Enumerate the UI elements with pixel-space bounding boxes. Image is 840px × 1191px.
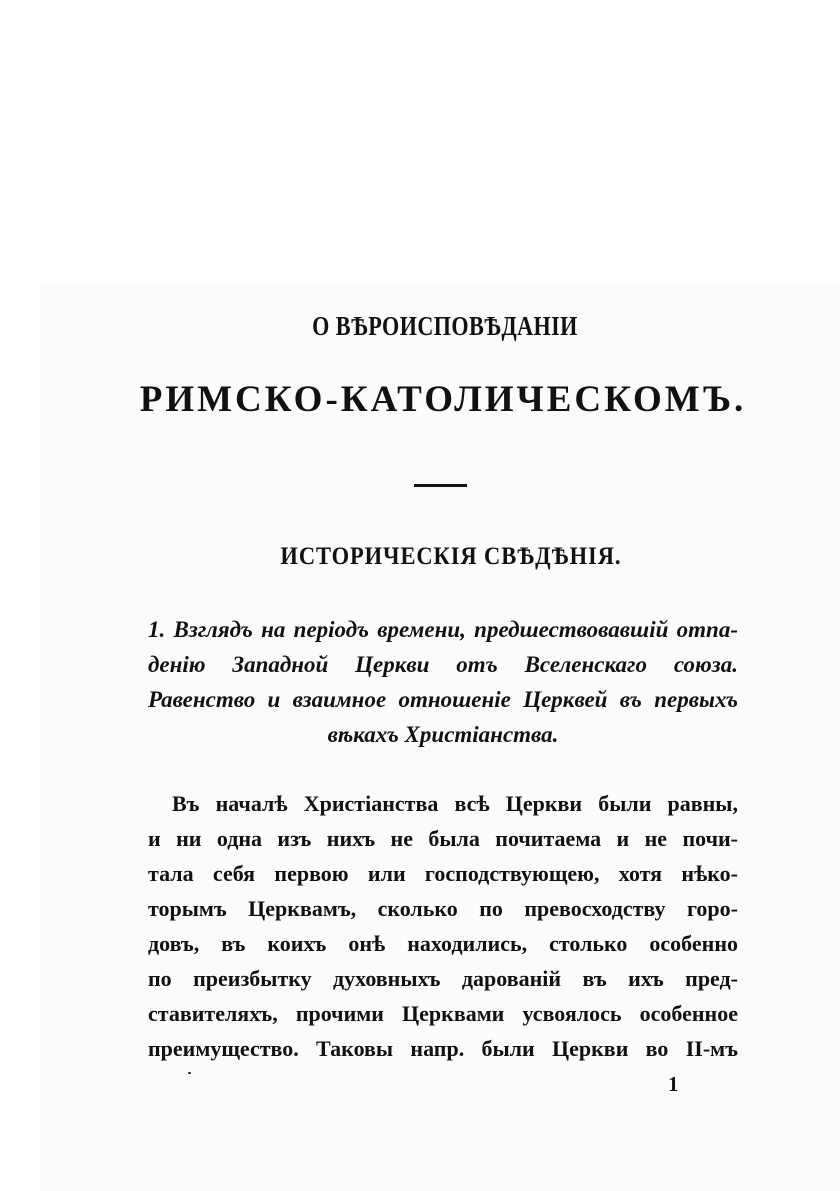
- body-line: ставителяхъ, прочими Церквами усвоялось особенное: [148, 1001, 738, 1026]
- body-line: Въ началѣ Христіанства всѣ Церкви были равны,: [172, 791, 738, 816]
- body-line: по преизбытку духовныхъ дарованій въ ихъ пред-: [148, 966, 738, 991]
- summary-line: 1. Взглядъ на періодъ времени, предшествовавшій отпа-: [148, 617, 738, 642]
- body-line: преимущество. Таковы напр. были Церкви во II-мъ: [148, 1036, 738, 1061]
- title-line-2: РИМСКО-КАТОЛИЧЕСКОМЪ.: [139, 379, 747, 420]
- title-divider: [414, 484, 467, 487]
- page-number: 1: [668, 1072, 679, 1096]
- body-line: и ни одна изъ нихъ не была почитаема и не почи-: [148, 826, 738, 851]
- body-paragraph: [148, 786, 738, 1066]
- summary-line: вѣкахъ Христіанства.: [327, 722, 559, 747]
- title-line-1: О ВѢРОИСПОВѢДАНІИ: [312, 311, 578, 341]
- body-line: тала себя первою или господствующею, хотя нѣко-: [148, 861, 738, 886]
- print-speck: [188, 1072, 191, 1074]
- section-heading: ИСТОРИЧЕСКІЯ СВѢДѢНІЯ.: [280, 543, 622, 570]
- summary-line: Равенство и взаимное отношеніе Церквей въ первыхъ: [148, 687, 738, 712]
- summary-line: денію Западной Церкви отъ Вселенскаго союза.: [148, 652, 738, 677]
- chapter-summary: [148, 612, 738, 752]
- body-line: довъ, въ коихъ онѣ находились, столько особенно: [148, 931, 738, 956]
- body-line: торымъ Церквамъ, сколько по превосходству горо-: [148, 896, 738, 921]
